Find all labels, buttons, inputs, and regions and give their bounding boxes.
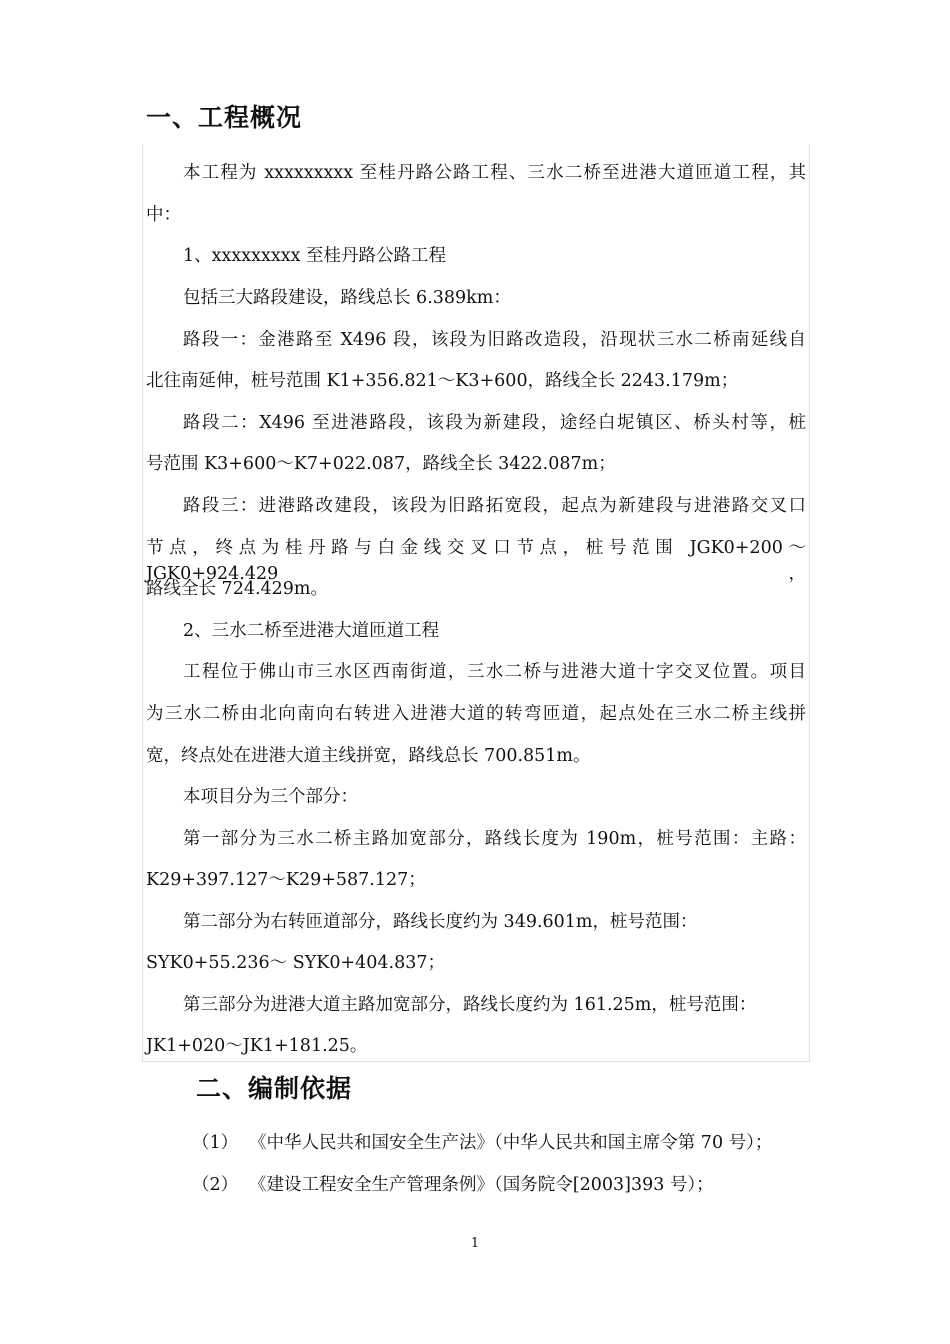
reference-number: （2） (192, 1175, 239, 1195)
page-number: 1 (470, 1236, 480, 1251)
paragraph-line: 第一部分为三水二桥主路加宽部分，路线长度为 190m，桩号范围：主路： (183, 829, 806, 849)
paragraph-line: 第三部分为进港大道主路加宽部分，路线长度约为 161.25m，桩号范围： (183, 995, 757, 1015)
paragraph-line: 路段二：X496 至进港路段，该段为新建段，途经白坭镇区、桥头村等，桩 (183, 413, 806, 433)
paragraph-line: 路线全长 724.429m。 (146, 579, 329, 599)
section-heading-overview: 一、工程概况 (146, 103, 303, 132)
paragraph-line: JK1+020～JK1+181.25。 (146, 1036, 368, 1056)
paragraph-line: 节点，终点为桂丹路与白金线交叉口节点，桩号范围 JGK0+200～JGK0+924.429， (146, 538, 806, 584)
paragraph-line: 北往南延伸，桩号范围 K1+356.821～K3+600，路线全长 2243.179m； (146, 371, 739, 391)
paragraph-line: 1、xxxxxxxxx 至桂丹路公路工程 (183, 246, 447, 266)
paragraph-line: 宽，终点处在进港大道主线拼宽，路线总长 700.851m。 (146, 746, 591, 766)
paragraph-line: 路段三：进港路改建段，该段为旧路拓宽段，起点为新建段与进港路交叉口 (183, 496, 806, 516)
paragraph-line: 本工程为 xxxxxxxxx 至桂丹路公路工程、三水二桥至进港大道匝道工程，其 (183, 163, 806, 183)
paragraph-line: K29+397.127～K29+587.127； (146, 870, 426, 890)
paragraph-line: SYK0+55.236～ SYK0+404.837； (146, 953, 445, 973)
reference-number: （1） (192, 1133, 239, 1153)
reference-text: 《中华人民共和国安全生产法》（中华人民共和国主席令第 70 号）； (249, 1133, 773, 1153)
paragraph-line: 工程位于佛山市三水区西南街道，三水二桥与进港大道十字交叉位置。项目 (183, 662, 806, 682)
paragraph-line: 中： (146, 205, 181, 225)
paragraph-line: 号范围 K3+600～K7+022.087，路线全长 3422.087m； (146, 454, 616, 474)
section-heading-basis: 二、编制依据 (196, 1074, 353, 1103)
paragraph-line: 本项目分为三个部分： (183, 787, 358, 807)
paragraph-line: 为三水二桥由北向南向右转进入进港大道的转弯匝道，起点处在三水二桥主线拼 (146, 704, 806, 724)
paragraph-line: 第二部分为右转匝道部分，路线长度约为 349.601m，桩号范围： (183, 912, 698, 932)
paragraph-line: 包括三大路段建设，路线总长 6.389km： (183, 288, 511, 308)
paragraph-line: 2、三水二桥至进港大道匝道工程 (183, 621, 440, 641)
paragraph-line: 路段一：金港路至 X496 段，该段为旧路改造段，沿现状三水二桥南延线自 (183, 330, 806, 350)
reference-text: 《建设工程安全生产管理条例》（国务院令[2003]393 号）； (249, 1175, 714, 1195)
